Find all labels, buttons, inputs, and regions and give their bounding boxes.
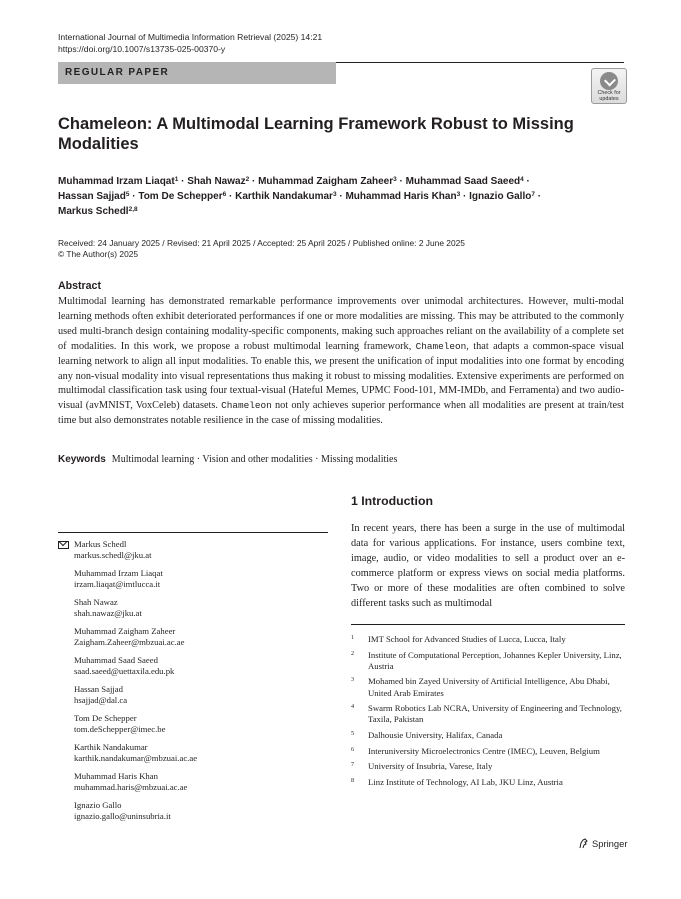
- doi-link[interactable]: https://doi.org/10.1007/s13735-025-00370-y: [58, 44, 226, 54]
- contact-item: Muhammad Zaigham Zaheer Zaigham.Zaheer@mbzuai.ac.ae: [58, 626, 328, 648]
- check-updates-icon: [600, 72, 618, 90]
- publisher-name: Springer: [592, 838, 628, 849]
- check-updates-label: Check for updates: [597, 90, 621, 102]
- contact-item: Hassan Sajjad hsajjad@dal.ca: [58, 684, 328, 706]
- keywords: [58, 454, 397, 465]
- author: Karthik Nandakumar$^3$: [235, 191, 337, 202]
- author-list: Muhammad Irzam Liaqat$^1$ · Shah Nawaz$^2$ · Muhammad Zaigham Zaheer$^3$ · Muhammad Saad Saeed$^4$ · Hassan Sajjad$^5$ · Tom De Schepper$^6$ · Karthik Nandakumar$^3$ · Muhammad Haris Khan$^3$ · Ignazio Gallo$^7$ · Markus Schedl$^{2,8}$: [58, 176, 542, 217]
- author: Hassan Sajjad$^5$: [58, 191, 130, 202]
- intro-paragraph: In recent years, there has been a surge in the use of multimodal data for various applications. For instance, users combine text, image, audio, or video modalities to sell a product over an e-commerce platform or express views on social media platforms. Two or more of these modalities are often combined to solve different tasks such as multimodal: [351, 523, 625, 609]
- affiliations-rule: [351, 624, 625, 625]
- author: Muhammad Irzam Liaqat$^1$: [58, 176, 179, 187]
- affiliations: [351, 634, 625, 792]
- email-link[interactable]: karthik.nandakumar@mbzuai.ac.ae: [74, 753, 198, 764]
- affiliation-item: 6 Interuniversity Microelectronics Centre (IMEC), Leuven, Belgium: [351, 745, 600, 756]
- journal-line: International Journal of Multimedia Information Retrieval (2025) 14:21: [58, 32, 323, 42]
- keywords-text: Multimodal learning · Vision and other modalities · Missing modalities: [111, 454, 398, 465]
- email-link[interactable]: irzam.liaqat@imtlucca.it: [74, 579, 161, 590]
- author-contacts: [58, 539, 328, 829]
- check-for-updates-button[interactable]: [591, 68, 627, 104]
- section-heading: 1 Introduction: [351, 494, 433, 508]
- author: Muhammad Saad Saeed$^4$: [405, 176, 524, 187]
- email-link[interactable]: muhammad.haris@mbzuai.ac.ae: [74, 782, 188, 793]
- email-link[interactable]: hsajjad@dal.ca: [74, 695, 128, 706]
- email-link[interactable]: saad.saeed@uettaxila.edu.pk: [74, 666, 175, 677]
- affiliation-item: 3 Mohamed bin Zayed University of Artificial Intelligence, Abu Dhabi, United Arab Emirates: [351, 676, 610, 698]
- author: Tom De Schepper$^6$: [138, 191, 227, 202]
- affiliation-item: 1 IMT School for Advanced Studies of Lucca, Lucca, Italy: [351, 634, 566, 644]
- affiliation-item: 7 University of Insubria, Varese, Italy: [351, 761, 493, 772]
- method-name: Chameleon: [415, 340, 467, 352]
- author: Muhammad Zaigham Zaheer$^3$: [258, 176, 397, 187]
- contact-item: Muhammad Saad Saeed saad.saeed@uettaxila.edu.pk: [58, 655, 328, 677]
- keywords-label: Keywords: [58, 454, 106, 465]
- contact-item: Tom De Schepper tom.deSchepper@imec.be: [58, 713, 328, 735]
- author: Shah Nawaz$^2$: [187, 176, 250, 187]
- author: Markus Schedl$^{2,8}$: [58, 206, 138, 217]
- copyright-line: © The Author(s) 2025: [58, 249, 139, 259]
- email-link[interactable]: ignazio.gallo@uninsubria.it: [74, 811, 171, 822]
- paper-title: Chameleon: A Multimodal Learning Framework Robust to Missing Modalities: [58, 115, 574, 153]
- contact-item: Karthik Nandakumar karthik.nandakumar@mbzuai.ac.ae: [58, 742, 328, 764]
- abstract-heading: Abstract: [58, 280, 101, 292]
- contact-item: Ignazio Gallo ignazio.gallo@uninsubria.it: [58, 800, 328, 822]
- author: Muhammad Haris Khan$^3$: [345, 191, 461, 202]
- envelope-icon: [58, 541, 69, 549]
- journal-header: [58, 31, 322, 55]
- publisher-logo: [578, 838, 627, 849]
- abstract-body: Multimodal learning has demonstrated remarkable performance improvements over unimodal architectures. However, multi-modal learning methods often exhibit deteriorated performances if one or more modalities are missing. This may be attributed to the commonly used multi-branch design containing modality-specific components, making such approaches reliant on the availability of a complete set of modalities. In this work, we propose a robust multimodal learning framework, Chameleon, that adapts a common-space visual learning network to align all input modalities. To enable this, we present the unification of input modalities into one format by encoding any non-visual modality into visual representations thus making it robust to missing modalities. Extensive experiments are performed on multimodal classification task using four textual-visual (Hateful Memes, UPMC Food-101, MM-IMDb, and Ferramenta) and two audio-visual (avMNIST, VoxCeleb) datasets. Chameleon not only achieves superior performance when all modalities are present at train/test time but also demonstrates notable resilience in the case of missing modalities.: [58, 296, 624, 427]
- dates-line: Received: 24 January 2025 / Revised: 21 April 2025 / Accepted: 25 April 2025 / Published online: 2 June 2025: [58, 238, 465, 248]
- contact-item: Markus Schedl markus.schedl@jku.at: [58, 539, 328, 561]
- springer-horse-icon: [578, 838, 589, 849]
- affiliation-item: 2 Institute of Computational Perception, Johannes Kepler University, Linz, Austria: [351, 649, 622, 671]
- affiliation-item: 4 Swarm Robotics Lab NCRA, University of Engineering and Technology, Taxila, Pakistan: [351, 703, 622, 725]
- author: Ignazio Gallo$^7$: [469, 191, 535, 202]
- email-link[interactable]: markus.schedl@jku.at: [74, 550, 152, 561]
- publication-dates: [58, 238, 465, 260]
- paper-type-label: REGULAR PAPER: [65, 67, 170, 78]
- affiliation-item: 8 Linz Institute of Technology, AI Lab, JKU Linz, Austria: [351, 776, 563, 787]
- contacts-rule: [58, 532, 328, 533]
- header-rule: [336, 62, 624, 63]
- contact-item: Muhammad Haris Khan muhammad.haris@mbzuai.ac.ae: [58, 771, 328, 793]
- contact-item: Muhammad Irzam Liaqat irzam.liaqat@imtlucca.it: [58, 568, 328, 590]
- affiliation-item: 5 Dalhousie University, Halifax, Canada: [351, 729, 503, 740]
- email-link[interactable]: shah.nawaz@jku.at: [74, 608, 142, 619]
- email-link[interactable]: Zaigham.Zaheer@mbzuai.ac.ae: [74, 637, 185, 648]
- email-link[interactable]: tom.deSchepper@imec.be: [74, 724, 166, 735]
- contact-item: Shah Nawaz shah.nawaz@jku.at: [58, 597, 328, 619]
- method-name: Chameleon: [221, 400, 272, 412]
